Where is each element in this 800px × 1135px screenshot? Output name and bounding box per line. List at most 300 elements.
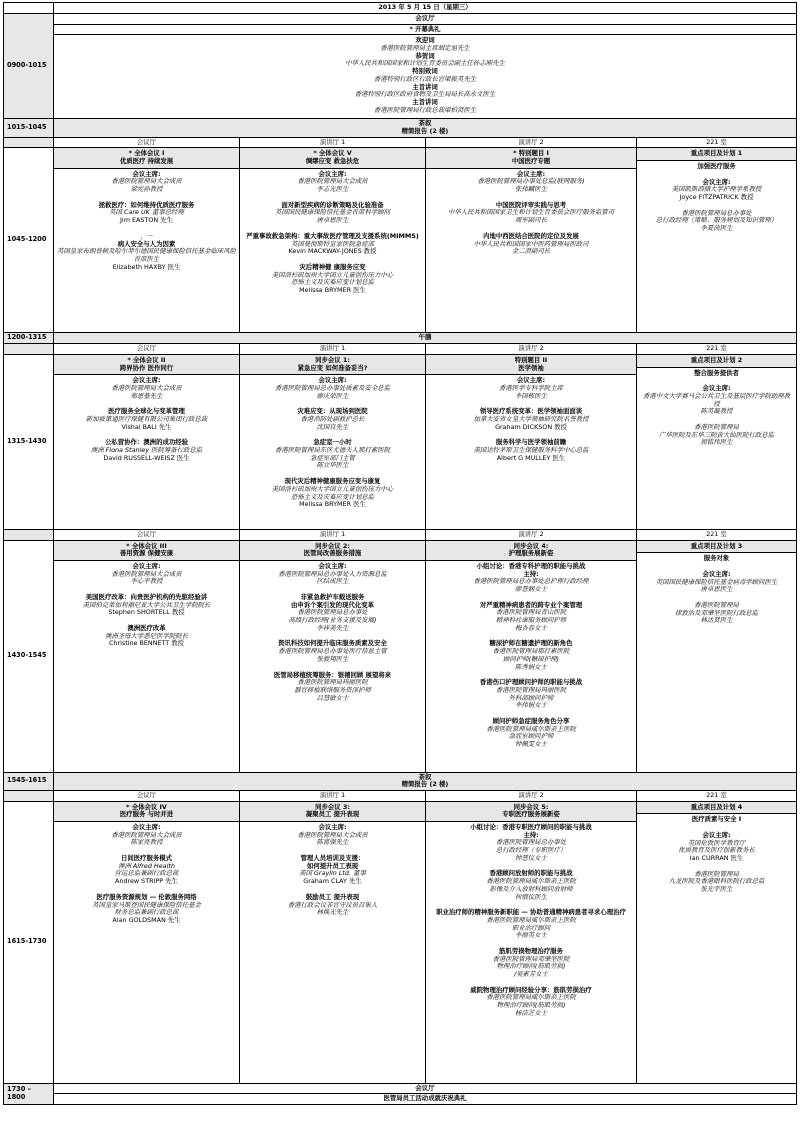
session-line: 总行政经理（专职医疗） <box>495 846 567 855</box>
venue-room221-s3: 221 室 <box>637 529 797 540</box>
session-line: 香港医院管理局总办事处 <box>681 208 752 217</box>
tea1-label: 茶叙 <box>418 119 432 128</box>
session-line: 营运总监兼副行政总裁 <box>114 869 179 878</box>
session-line: David RUSSELL-WEISZ 医生 <box>103 453 190 462</box>
session-line: 林焕光先生 <box>316 908 349 917</box>
session-body <box>426 561 636 751</box>
session-line: 急症室顾问护师 <box>508 732 554 741</box>
session-line: 灾难应变：从现场到医院 <box>297 407 368 416</box>
session-line: 会议主席: <box>132 169 161 178</box>
session-line: 日间医疗服务模式 <box>120 854 173 863</box>
session-line: 新加坡第通医疗保健有限公司集团行政总裁 <box>85 415 208 424</box>
session-line: 钟佩雯女士 <box>515 740 547 749</box>
session-line: 英国国民健康保险信托基金首席科学顾问 <box>274 208 391 217</box>
session-body <box>426 822 636 1019</box>
session-line: 服务对象 <box>703 554 730 563</box>
venue-hall-s3: 会议厅 <box>54 529 240 540</box>
time-spacer <box>4 790 54 801</box>
session-line: 美国 Graylin Ltd. 董事 <box>299 869 366 878</box>
session-line: 医疗服务资源规划 — 伦敦服务网络 <box>96 892 197 901</box>
venue-lecture1-s2: 演讲厅 1 <box>240 344 426 355</box>
session-line: 对严重精神病患者的跨专业个案管理 <box>479 600 583 609</box>
session-title: 同步会议 2: <box>315 541 350 550</box>
session-line: 廖慧娴女士 <box>515 585 547 594</box>
programme-table <box>3 2 797 1105</box>
session-line: 顾问护师(糖尿护理) <box>502 654 560 663</box>
session-title: * 全体会议 IV <box>126 802 167 811</box>
session-line: 精神科社康服务顾问护师 <box>495 616 567 625</box>
session-line: 影像及介入放射科顾问放射师 <box>489 884 573 893</box>
session-line: 会议主席: <box>318 169 347 178</box>
session-line: 英国国民健康保险信托基金病毒学顾问医生 <box>655 577 778 586</box>
session-line: 会议主席: <box>702 177 731 186</box>
venue-lecture2-s3: 演讲厅 2 <box>426 529 637 540</box>
time-opening: 0900-1015 <box>4 14 54 119</box>
tea2-label: 茶叙 <box>418 772 432 781</box>
session-line: 领导医疗系统变革：医学领袖面面谈 <box>479 407 583 416</box>
session-body <box>240 822 425 919</box>
session-line: /吴素芳女士 <box>513 970 549 979</box>
session-line: 香港消防处副救护总长 <box>300 415 365 424</box>
session-title-box <box>426 541 636 561</box>
session-line: Vishal BALI 先生 <box>121 422 172 431</box>
session-line: Albert G MULLEY 医生 <box>496 453 566 462</box>
session-s4-room221 <box>637 801 797 1083</box>
session-line: 香港医院管理局 <box>694 601 739 610</box>
session-title-box <box>637 355 796 368</box>
venue-hall-s4: 会议厅 <box>54 790 240 801</box>
session-line: 九龙医院及香港眼科医院行政总监 <box>668 877 765 886</box>
session-line: 公私营协作：澳洲的成功经验 <box>104 438 189 447</box>
session-s3-lecture2 <box>426 540 637 772</box>
session-line: Alan GOLDSMAN 先生 <box>112 915 181 924</box>
session-line: Andrew STRIPP 先生 <box>115 877 178 886</box>
session-line: 香港医院管理局大会成员 <box>111 569 182 578</box>
session-line: 张伟麟医生 <box>515 185 547 194</box>
session-body <box>240 375 425 511</box>
session-s1-room221 <box>637 148 797 333</box>
session-line: 杨洁芝女士 <box>515 1008 547 1017</box>
session-line: 由申诉个案引发的现代化变革 <box>290 600 375 609</box>
session-line: 中华人民共和国国家中医药管理局医政司 <box>473 239 589 248</box>
session-s2-room221 <box>637 354 797 529</box>
session-subtitle: 医疗服务 与时并进 <box>119 810 174 819</box>
session-body <box>54 561 239 650</box>
session-title: * 全体会议 I <box>128 149 165 158</box>
session-line: 吕慧敏女士 <box>316 693 349 702</box>
session-line: Melissa BRYMER 医生 <box>299 500 366 509</box>
session-subtitle: 专职医疗服务展新姿 <box>502 810 560 819</box>
session-line: 律敦治及邓肇坚医院行政总监 <box>674 608 759 617</box>
session-line: 会议主席: <box>132 823 161 832</box>
session-line: 拯救医疗：如何维持优质医疗服务 <box>98 200 195 209</box>
session-title: 重点项目及计划 2 <box>690 355 743 364</box>
session-title: 同步会议 5: <box>513 802 549 811</box>
session-line: 英国曼彻斯特皇家医院急症部 <box>290 239 375 248</box>
session-line: 香港医院管理局大会成员 <box>297 177 368 186</box>
session-line: 美国洛杉矶加州大学国立儿童创伤压力中心 <box>271 484 394 493</box>
venue-room221-s1: 221 室 <box>637 137 797 148</box>
opening-items <box>54 35 796 118</box>
session-line: 梁宪孙教授 <box>130 185 163 194</box>
session-line: 医疗服务全球化与变革管理 <box>108 407 185 416</box>
session-body <box>426 169 636 258</box>
session-line: ，一 <box>140 231 153 240</box>
session-line: 会议主席: <box>702 569 731 578</box>
tea1-block <box>54 119 797 137</box>
venue-hall-s2: 会议厅 <box>54 344 240 355</box>
time-closing: 1730 – 1800 <box>4 1083 54 1104</box>
session-line: 财务总监兼副行政总裁 <box>114 908 179 917</box>
session-line: 香港医院管理局总办事处质素及安全总监 <box>274 383 391 392</box>
time-s4: 1615-1730 <box>4 801 54 1083</box>
session-line: 美国达特茅斯卫生保健服务科学中心总监 <box>473 446 589 455</box>
session-subtitle: 凝聚员工 提升表现 <box>305 810 360 819</box>
session-s1-lecture1 <box>240 148 426 333</box>
programme-page <box>3 2 796 1105</box>
tea2-block <box>54 772 797 790</box>
session-title-box <box>426 148 636 168</box>
session-line: 物理治疗顾问(筋肌劳损) <box>496 1001 566 1010</box>
venue-lecture2-s1: 演讲厅 2 <box>426 137 637 148</box>
session-line: 糖尿护师在糖遗护理的新角色 <box>489 639 573 648</box>
session-line: 美国伯克莱加利福尼亚大学公共卫生学院院长 <box>82 600 211 609</box>
session-line: 优质教育及医疗创新教务长 <box>678 846 755 855</box>
session-title-box <box>240 148 425 168</box>
session-line: 会议主席: <box>318 376 347 385</box>
session-title: 同步会议 1: <box>315 355 350 364</box>
time-spacer <box>4 529 54 540</box>
opening-item-label: 恭贺词 <box>415 51 435 60</box>
session-line: 小组讨论：香港专职医疗顾问的职能与挑战 <box>470 823 592 832</box>
session-line: 威院物理治疗顾问经验分享：筋肌劳损治疗 <box>470 985 592 994</box>
session-line: 会议主席: <box>318 561 347 570</box>
session-line: 李丽英女士 <box>515 931 547 940</box>
opening-item-person: 香港医院管理局行政总裁梁柏贤医生 <box>373 105 477 114</box>
session-body <box>54 169 239 274</box>
session-title-box <box>54 148 239 168</box>
session-line: 会议主席: <box>132 561 161 570</box>
session-line: 陈秀娟女士 <box>515 662 547 671</box>
session-line: 何慎仪医生 <box>515 892 547 901</box>
session-s2-lecture1 <box>240 354 426 529</box>
session-title-box <box>637 802 796 815</box>
session-line: 香港医院管理局大会成员 <box>111 830 182 839</box>
session-line: 鼓励员工 提升表现 <box>305 892 360 901</box>
opening-title: * 开幕典礼 <box>54 25 796 36</box>
session-line: Graham DICKSON 教授 <box>495 422 567 431</box>
session-title: 同步会议 4: <box>513 541 549 550</box>
session-line: 李祥美先生 <box>316 623 349 632</box>
session-line: Elizabeth HAXBY 医生 <box>112 262 181 271</box>
session-line: 会议主席: <box>702 831 731 840</box>
session-line: 香港医院管理局总办事处人力资源总监 <box>278 569 387 578</box>
session-line: 唐卓恩医生 <box>316 216 349 225</box>
session-line: 英国 Care UK 董事总经理 <box>109 208 184 217</box>
session-line: 香港医院管理局大会成员 <box>111 177 182 186</box>
session-line: 会议主席: <box>132 376 161 385</box>
date-header: 2013 年 5 月 15 日（星期三） <box>54 3 797 14</box>
session-s1-lecture2 <box>426 148 637 333</box>
session-title: 重点项目及计划 3 <box>690 541 743 550</box>
session-line: 面对新型疾病的诊断策略及化验准备 <box>281 200 384 209</box>
session-title: 特别题目 II <box>514 355 548 364</box>
session-title-box <box>240 802 425 822</box>
session-line: 美国凯斯西储大学护理学系教授 <box>671 185 762 194</box>
opening-item-person: 中华人民共和国国家和计划生育委员会副主任孙志刚先生 <box>345 59 505 68</box>
session-subtitle: 优质医疗 持续发展 <box>119 157 174 165</box>
session-title-box <box>637 541 796 554</box>
session-subtitle: 医管局改善服务措施 <box>303 549 362 558</box>
session-line: 器官移植联络服务资深护师 <box>294 685 371 694</box>
session-line: 唐卓恩医生 <box>700 585 733 594</box>
session-line: 顾问护师急症服务角色分享 <box>492 716 570 725</box>
session-line: 李国栋医生 <box>515 391 547 400</box>
session-title: * 特别题目 I <box>513 149 549 158</box>
session-line: 香港行政会议非官守议员召集人 <box>287 900 378 909</box>
session-title: 重点项目及计划 1 <box>690 149 743 158</box>
session-title-box <box>240 541 425 561</box>
corner-cell <box>4 3 54 14</box>
session-line: 英国伦敦医学教育厅 <box>687 838 746 847</box>
session-line: 香港顾问放射师的职能与挑战 <box>489 869 573 878</box>
session-line: 香港伤口护理顾问护师的职能与挑战 <box>479 678 583 687</box>
opening-item-label: 特别致词 <box>412 67 438 76</box>
opening-venue: 会议厅 <box>54 14 796 25</box>
lunch-label: 午膳 <box>54 333 797 344</box>
session-line: 急症室部门主管 <box>310 453 355 462</box>
session-line: 香港医院管理局总办事处医疗信息主管 <box>278 647 387 656</box>
session-s1-hall <box>54 148 240 333</box>
time-spacer <box>4 344 54 355</box>
session-line: 会议主席: <box>318 823 347 832</box>
session-s3-hall <box>54 540 240 772</box>
session-line: 英国皇家布朗普顿及哈尔菲尔德国民健康保险信托基金临床风险首席医生 <box>57 247 236 263</box>
session-line: 美国医疗改革：向贵医护机构的先驱经验讲 <box>85 593 208 602</box>
session-line: 张光宇医生 <box>700 885 733 894</box>
session-line: 职业治疗顾问 <box>511 923 551 932</box>
session-title-box <box>637 148 796 161</box>
session-line: Joyce FITZPATRICK 教授 <box>679 193 754 202</box>
venue-lecture2-s4: 演讲厅 2 <box>426 790 637 801</box>
opening-item-person: 香港特别行政区政府食物及卫生局局长高永文医生 <box>354 90 496 99</box>
session-line: 恐怖主义及灾难应变计划总监 <box>290 278 375 287</box>
session-body <box>54 822 239 927</box>
opening-item-label: 主旨讲词 <box>412 82 438 91</box>
opening-item-label: 欢迎词 <box>415 36 435 45</box>
session-line: Jim EASTON 先生 <box>120 216 173 225</box>
session-s4-hall <box>54 801 240 1083</box>
time-tea2: 1545-1615 <box>4 772 54 790</box>
session-line: 英国皇家马斯登国民健康保险信托基金 <box>92 900 201 909</box>
session-line: 陈富强先生 <box>316 838 349 847</box>
session-line: 李伟娟女士 <box>515 701 547 710</box>
venue-lecture1-s3: 演讲厅 1 <box>240 529 426 540</box>
session-line: 香港医院管理局玛丽医院 <box>495 685 567 694</box>
session-line: 病人安全与人为因素 <box>117 239 176 248</box>
session-body <box>54 375 239 464</box>
venue-hall-s1: 会议厅 <box>54 137 240 148</box>
session-line: 香港医学专科学院主席 <box>499 383 563 392</box>
session-line: 香港中文大学赛马会公共卫生及基层医疗学院助理教授 <box>643 391 790 408</box>
session-line: 香港医院管理局办事处总监(联网服务) <box>477 177 585 186</box>
session-line: 廖庆荣医生 <box>316 391 349 400</box>
session-title-box <box>54 355 239 375</box>
session-line: 陈英凝教授 <box>700 407 733 416</box>
session-title-box <box>54 541 239 561</box>
session-subtitle: 绸缪应变 救急扶危 <box>305 157 360 165</box>
session-line: 中国医院评审实践与思考 <box>495 200 567 209</box>
session-title: 重点项目及计划 4 <box>690 802 743 811</box>
closing-block <box>54 1083 797 1104</box>
session-body <box>426 375 636 464</box>
session-s2-lecture2 <box>426 354 637 529</box>
session-line: 如何提升员工表现 <box>306 861 359 870</box>
session-s4-lecture2 <box>426 801 637 1083</box>
opening-item-person: 香港特别行政区行政长官梁振英先生 <box>373 74 477 83</box>
session-line: 高级行政经理(业务支援及发展) <box>288 616 377 625</box>
session-line: 李夏茵医生 <box>700 224 733 233</box>
session-line: Ian CURRAN 医生 <box>689 854 744 863</box>
session-line: 香港医院管理局玛丽医院 <box>297 678 368 687</box>
session-line: 香港医院管理局青山医院 <box>495 608 567 617</box>
session-line: Stephen SHORTELL 教授 <box>108 608 185 617</box>
session-line: 香港医院管理局东区尤德夫人那打素医院 <box>274 446 391 455</box>
session-line: 恐怖主义及灾难应变计划总监 <box>290 492 375 501</box>
session-line: 灾后精神健 康服务应变 <box>299 262 366 271</box>
session-line: 香港医院管理局威尔斯亲王医院 <box>486 993 576 1002</box>
opening-item-label: 主旨讲词 <box>412 97 438 106</box>
time-lunch: 1200-1315 <box>4 333 54 344</box>
session-line: 李志光医生 <box>316 185 349 194</box>
session-line: Melissa BRYMER 医生 <box>299 285 366 294</box>
closing-title: 医管局员工活动成就庆祝典礼 <box>383 1094 467 1103</box>
session-body <box>637 553 796 627</box>
session-title-box <box>426 355 636 375</box>
session-body <box>637 161 796 235</box>
session-line: 会议主席: <box>516 169 546 178</box>
session-line: 香港医院管理局大会成员 <box>111 383 182 392</box>
session-line: 香港医院管理局那打素医院 <box>492 647 570 656</box>
session-line: 澳洲医疗改革 <box>127 624 166 633</box>
session-subtitle: 善用资源 保健安康 <box>119 549 174 558</box>
session-line: 澳洲 Fiona Stanley 医院筹备行政总监 <box>90 446 203 455</box>
session-title-box <box>426 802 636 822</box>
session-body <box>240 169 425 297</box>
session-s3-lecture1 <box>240 540 426 772</box>
session-s2-hall <box>54 354 240 529</box>
time-tea1: 1015-1045 <box>4 119 54 137</box>
session-subtitle: 护理服务展新姿 <box>508 549 554 558</box>
session-s3-room221 <box>637 540 797 772</box>
time-s2: 1315-1430 <box>4 354 54 529</box>
session-line: 医管局移植统筹服务：银禧回顾 展望将来 <box>273 670 392 679</box>
session-subtitle: 紧急应变 如何准备妥当? <box>297 363 368 372</box>
session-line: 梅杏春女士 <box>515 623 547 632</box>
session-line: 香港医院管理局总办事处 <box>297 608 368 617</box>
session-line: 林达贤医生 <box>700 616 733 625</box>
session-line: 沈国良先生 <box>316 422 349 431</box>
session-line: 陈立华医生 <box>316 461 349 470</box>
session-line: 香港医院管理局邓肇坚医院 <box>492 954 570 963</box>
time-s1: 1045-1200 <box>4 148 54 333</box>
session-line: 香港医院管理局威尔斯亲王医院 <box>486 915 576 924</box>
session-line: 香港医院管理局威尔斯亲王医院 <box>486 724 576 733</box>
session-line: Christine BENNETT 教授 <box>108 639 185 648</box>
session-line: 钟慧仪女士 <box>515 853 547 862</box>
session-line: 现代灾后精神健康服务应变与康复 <box>284 477 381 486</box>
session-line: 会议主席: <box>702 384 731 393</box>
session-subtitle: 跨界协作 医作同行 <box>119 363 174 372</box>
session-line: 金二澄副司长 <box>511 247 551 256</box>
session-line: 李心平教授 <box>130 577 163 586</box>
session-line: 资讯科技如何提升临床服务质素及安全 <box>278 639 387 648</box>
session-line: 区结成医生 <box>316 577 349 586</box>
session-body <box>240 561 425 704</box>
session-line: 整合服务提供者 <box>694 368 739 377</box>
session-line: Kevin MACKWAY-JONES 教授 <box>288 247 377 256</box>
session-line: 总行政经理（策略、服务规划及知识管理） <box>655 216 778 225</box>
session-line: 周军副司长 <box>515 216 547 225</box>
session-line: 陈家亮教授 <box>130 838 163 847</box>
session-line: 会议主席: <box>516 376 546 385</box>
session-line: 筋肌劳损物理治疗服务 <box>499 946 563 955</box>
tea1-report: 精简报告 (2 楼) <box>401 126 449 135</box>
session-body <box>637 814 796 896</box>
closing-venue: 会议厅 <box>54 1084 796 1095</box>
session-title: * 全体会议 III <box>126 541 167 550</box>
session-line: 主持: <box>523 830 539 839</box>
opening-block <box>54 14 797 119</box>
session-line: 香港医院管理局 <box>694 423 739 432</box>
session-line: 内地中西医结合医院的定位及发展 <box>483 231 579 240</box>
venue-room221-s4: 221 室 <box>637 790 797 801</box>
tea2-report: 精简报告 (2 楼) <box>401 780 449 789</box>
session-line: 中华人民共和国国家卫生和计划生育委员会医疗服务监管司 <box>447 208 615 217</box>
session-title: * 全体会议 II <box>127 355 166 364</box>
session-line: 非紧急救护车载送服务 <box>300 593 365 602</box>
session-line: 管理人员培训及支援： <box>300 854 365 863</box>
session-line: 外科部顾问护师 <box>508 693 554 702</box>
session-title-box <box>54 802 239 822</box>
session-line: 物理治疗顾问(筋肌劳损) <box>496 962 566 971</box>
session-line: 医疗质素与安全 I <box>691 815 742 824</box>
session-line: Graham CLAY 先生 <box>303 877 362 886</box>
session-s4-lecture1 <box>240 801 426 1083</box>
session-line: 主持: <box>523 569 539 578</box>
session-line: 张毅翔医生 <box>316 654 349 663</box>
session-line: 香港医院管理局总办事处总护理行政经理 <box>473 577 589 586</box>
session-line: 严重事故救急架构：重大事故医疗管理及支援系统(MIMMS) <box>246 231 419 240</box>
opening-item-person: 香港医院管理局主席胡定旭先生 <box>380 44 470 53</box>
session-body <box>637 368 796 450</box>
session-line: 急症室一小时 <box>313 438 352 447</box>
session-line: 香港医院管理局大会成员 <box>297 830 368 839</box>
time-s3: 1430-1545 <box>4 540 54 772</box>
session-line: 香港医院管理局 <box>694 869 739 878</box>
session-line: 香港医院管理局总办事处 <box>495 838 567 847</box>
session-line: 加拿大安省女皇大学领袖研究院名誉教授 <box>473 415 589 424</box>
session-line: 服务科学与医学领袖前瞻 <box>495 438 567 447</box>
session-subtitle: 中国医疗专题 <box>511 157 551 165</box>
venue-lecture1-s4: 演讲厅 1 <box>240 790 426 801</box>
session-line: 职业治疗师的精神服务新职能 — 协助普通精神病患者寻求心理治疗 <box>436 908 626 917</box>
session-title: * 全体会议 V <box>313 149 352 158</box>
session-title-box <box>240 355 425 375</box>
session-line: 郑恩基先生 <box>130 391 163 400</box>
session-line: 屈铭伟医生 <box>700 438 733 447</box>
venue-lecture1-s1: 演讲厅 1 <box>240 137 426 148</box>
